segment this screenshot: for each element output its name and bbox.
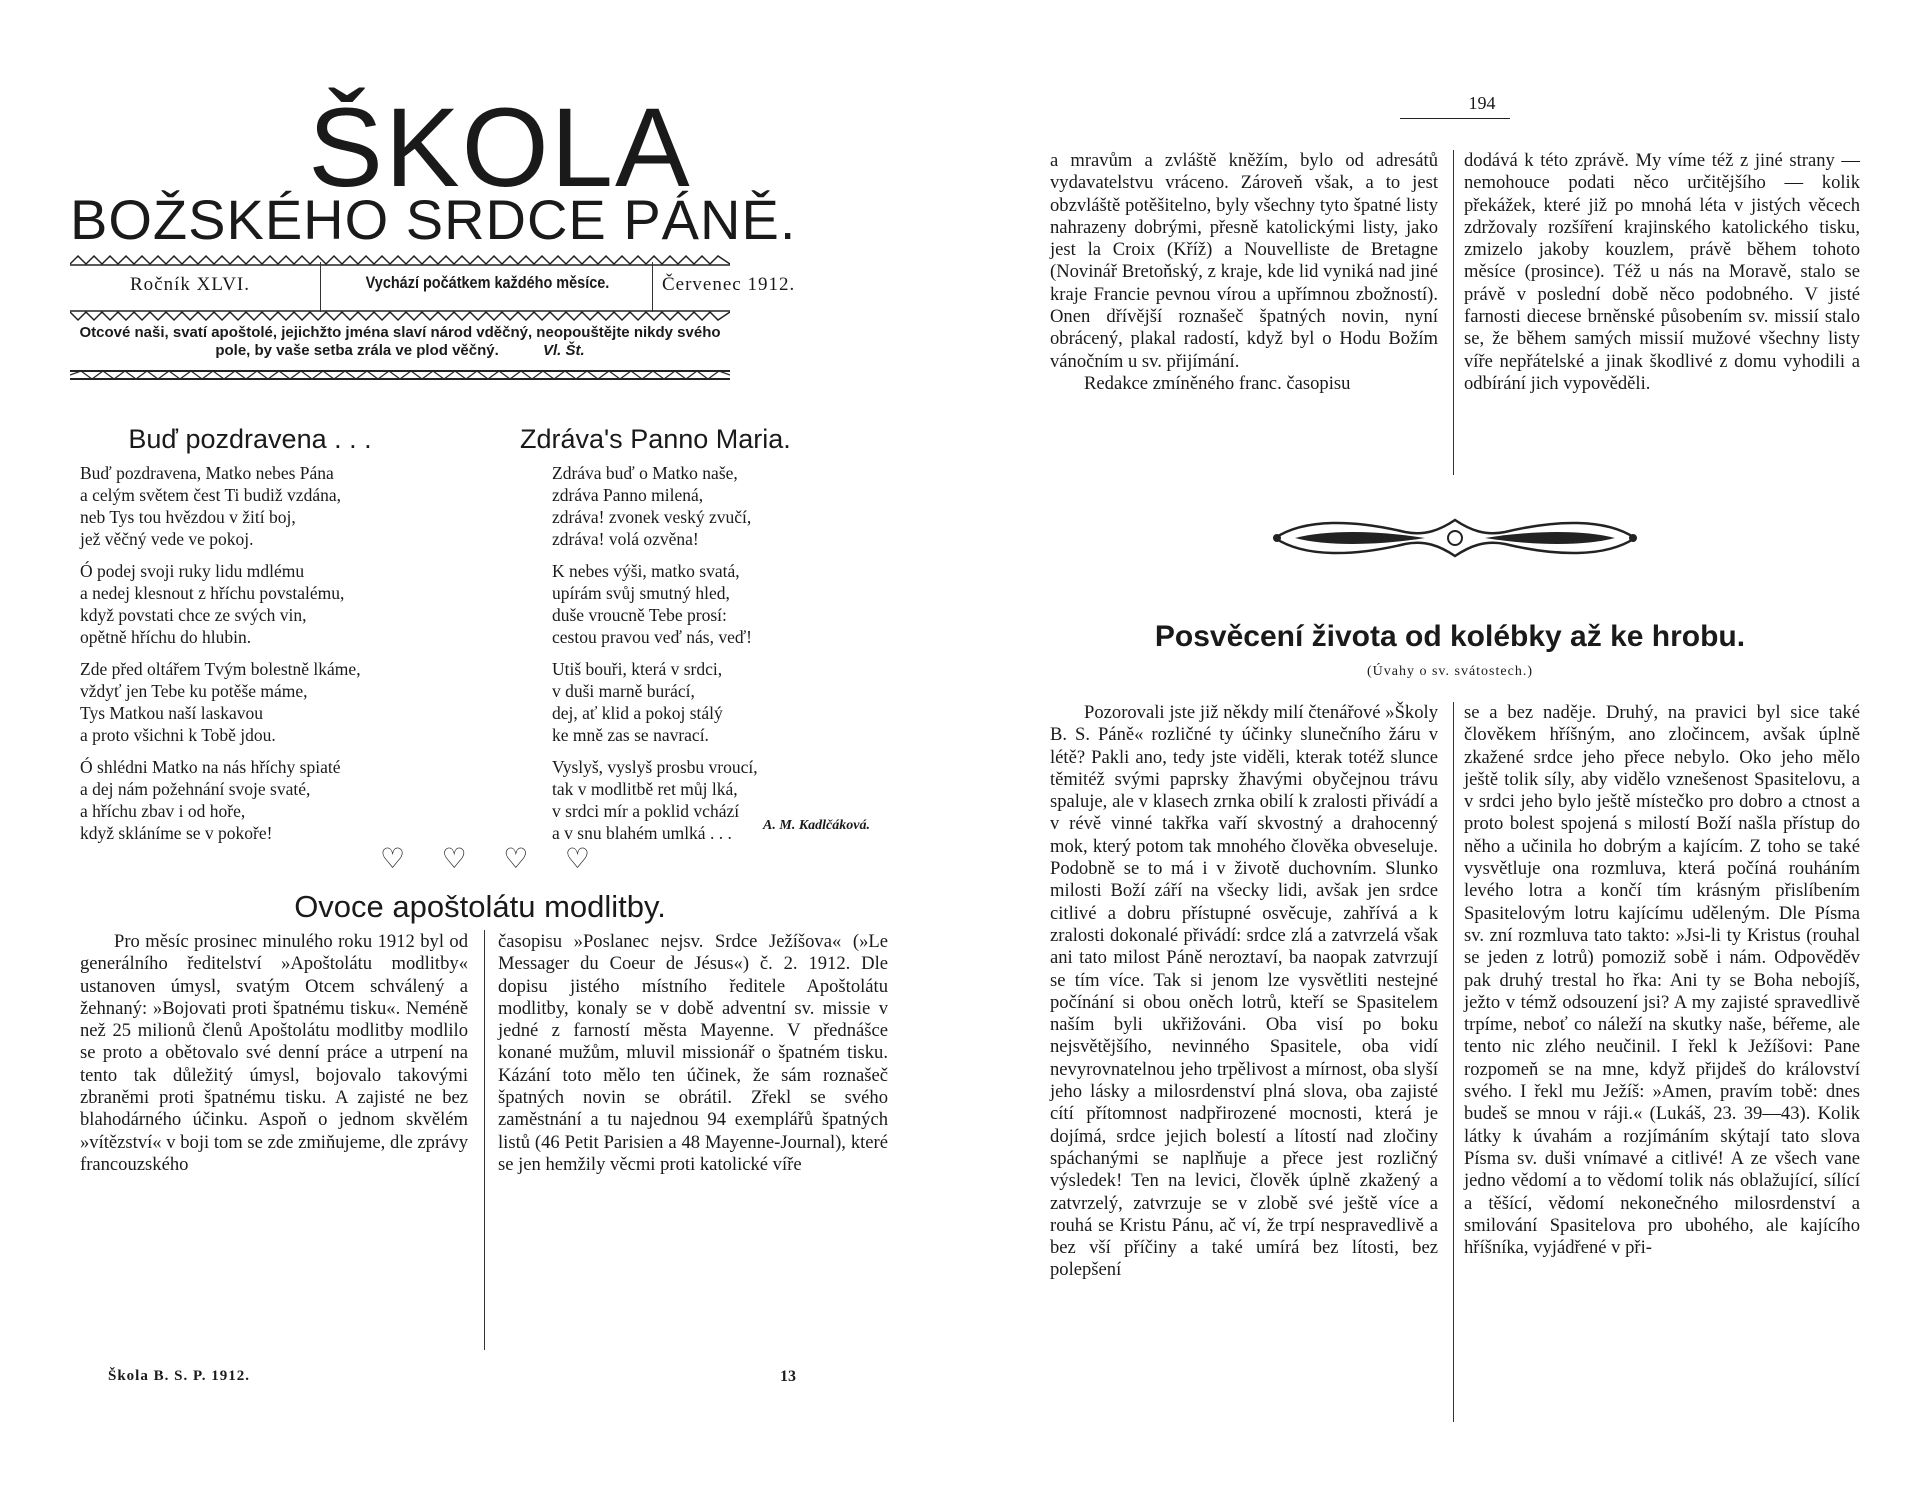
poem-line: a proto všichni k Tobě jdou. [80, 725, 276, 745]
heart-ornament-icon: ♡ [380, 842, 406, 875]
volume-label: Ročník XLVI. [129, 274, 251, 295]
frequency-label: Vychází počátkem každého měsíce. [365, 273, 610, 292]
masthead-ornament-top [70, 252, 730, 268]
poem2-title: Zdráva's Panno Maria. [520, 424, 791, 454]
poem2-author: A. M. Kadlčáková. [763, 818, 870, 833]
article1-col2 [498, 931, 888, 1176]
stanza [552, 462, 882, 550]
issue-date-label: Červenec 1912. [662, 274, 796, 295]
poem1-title: Buď pozdravena . . . [128, 424, 372, 454]
stanza [552, 560, 882, 648]
right-top-col1 [1050, 150, 1438, 395]
poem-line: cestou pravou veď nás, veď! [552, 627, 752, 647]
poem-line: Zde před oltářem Tvým bolestně lkáme, [80, 659, 361, 679]
poem-line: zdráva! zvonek veský zvučí, [552, 507, 752, 527]
poem-line: neb Tys tou hvězdou v žití boj, [80, 507, 296, 527]
poem-line: když skláníme se v pokoře! [80, 823, 273, 843]
stanza [80, 658, 410, 746]
article2-col1-text: Pozorovali jste již někdy milí čtenářové »Školy B. S. Páně« rozličné ty účinky slunečního žáru v létě? Pakli ano, tedy jste viděli, kterak totéž slunce těmitéž svými paprsky žhavými obyčejnou trávu spaluje, ale v klasech zrnka obilí k zralosti přivádí a v révě vinné takřka vaří skvostný a drahocenný mok, který potom tak mnohého člověka obveseluje. Podobně se to má i v životě duchovním. Slunko milosti Boží září na všecky lidi, avšak jen srdce citlivé a dobru přístupné osvěcuje, zahřívá a k zralosti dokonalé přivádí: srdce zlá a zatvrzelá však ani tato milost Páně neroztaví, ba naopak zatvrzují se tím více. Tak si jenom lze vysvětliti nestejné počínání si obou oněch lotrů, kteří se Spasitelem naším byli ukřižováni. Oba visí po boku nejsvětějšího, nevinného Spasitele, oba vidí nevyrovnatelnou jeho trpělivost a mírnost, oba slyší jeho lásky a milosrdenství plná slova, oba zajisté cítí přítomnost nadpřirozené mocnosti, která je dojímá, srdce jejich bolestí a lítostí nad zločiny spáchanými se naplňuje a přece jest rozličný výsledek! Ten na levici, člověk úplně zkažený a zatvrzelý, zatvrzuje se v zlobě své ještě více a rouhá se Kristu Pánu, ač ví, že trpí nespravedlivě a bez vší příčiny a také umírá bez lítosti, bez polepšení [1050, 702, 1438, 1281]
stanza [80, 462, 410, 550]
stanza [80, 756, 410, 844]
article1-col1-text: Pro měsíc prosinec minulého roku 1912 byl od generálního ředitelství »Apoštolátu modlitby« ustanoven úmysl, svatým Otcem schválený a žehnaný: »Bojovati proti špatnému tisku«. Neméně než 25 milionů členů Apoštolátu modlitby modlilo se proto a obětovalo své denní práce a utrpení na tento tak důležitý úmysl, bojovalo takovými zbraněmi proti špatnému tisku. A zajisté ne bez blahodárného účinku. Aspoň o jednom skvělém »vítězství« v boji tom se zde zmiňujeme, dle zprávy francouzského [80, 931, 468, 1175]
article1-title: Ovoce apoštolátu modlitby. [294, 889, 666, 924]
poem-line: a dej nám požehnání svoje svaté, [80, 779, 311, 799]
article2-col2-text: se a bez naděje. Druhý, na pravici byl sice také člověkem hříšným, ano zločincem, avšak úplně zkažené srdce jeho přece nebylo. Oko jeho mělo ještě tolik síly, aby vidělo vznešenost Spasitelovu, a v srdci jeho bylo ještě místečko pro dobro a ctnost a proto bolest spojená s milostí Boží našla přístup do něho a učinila ho dobrým a kajícím. Z toho se také vysvětluje ona rozmluva, která počíná rouháním levého lotra a končí tím krásným přislíbením Spasitelovým lotru kajícímu uděleným. Dle Písma sv. zní rozmluva tato takto: »Jsi-li ty Kristus (rouhal se jeden z lotrů) pomoziž sobě i nám. Odpověděv pak druhý trestal ho řka: Ani ty se Boha nebojíš, ježto v témž odsouzení jsi? A my zajisté spravedlivě trpíme, neboť co náleží na skutky naše, béřeme, ale tento nic zlého neučinil. I řekl k Ježíšovi: Pane rozpomeň se na mne, když přijdeš do království svého. I řekl mu Ježíš: »Amen, pravím tobě: dnes budeš se mnou v ráji.« (Lukáš, 23. 39—43). Kolik látky k úvahám a rozjímáním skýtají tato slova Písma sv. duši vnímavé a citlivé! A ze všech vane jedno vědomí a to vědomí tolik nás oblažující, sílící a těšící, vědomí nekonečného milosrdenství a smilování Spasitelova pro ubohého, ale kajícího hříšníka, vyjádřené v při- [1464, 702, 1860, 1259]
poem-line: upírám svůj smutný hled, [552, 583, 730, 603]
poem-line: Tys Matkou naší laskavou [80, 703, 263, 723]
motto-author: Vl. Št. [542, 342, 585, 359]
motto-ornament-rule [70, 366, 730, 384]
article2-col2 [1464, 702, 1860, 1259]
heart-ornament-icon: ♡ [564, 842, 590, 875]
poem-line: vždyť jen Tebe ku potěše máme, [80, 681, 308, 701]
poem-line: Ó podej svoji ruky lidu mdlému [80, 561, 305, 581]
motto-text [70, 324, 730, 360]
poem-line: Zdráva buď o Matko naše, [552, 463, 738, 483]
poem-line: jež věčný vede ve pokoj. [80, 529, 254, 549]
masthead-title: ŠKOLA [308, 85, 692, 210]
poem-line: ke mně zas se navrací. [552, 725, 709, 745]
poem-line: dej, ať klid a pokoj stálý [552, 703, 723, 723]
masthead-subtitle: BOŽSKÉHO SRDCE PÁNĚ. [70, 188, 797, 251]
poem-line: Vyslyš, vyslyš prosbu vroucí, [552, 757, 758, 777]
right-top-col2-text: dodává k této zprávě. My víme též z jiné strany — nemohouce podati něco určitějšího — kolik překážek, které již po mnohá léta v jistých věcech zdržovaly rozšíření krajinského katolického tisku, zmizelo jakoby kouzlem, právě během tohoto měsíce (prosince). Též u nás na Moravě, stalo se právě v poslední době něco podobného. V jisté farnosti diecese brněnské působením sv. missií stalo se, že během samých missií mužové všechny listy víře nepřátelské a jinak škodlivé z domu vyhodili a odbírání jich vypověděli. [1464, 150, 1860, 394]
poem1-body [80, 462, 410, 854]
poem-line: v duši marně burácí, [552, 681, 695, 701]
poem-line: Buď pozdravena, Matko nebes Pána [80, 463, 334, 483]
heart-ornament-icon: ♡ [441, 842, 467, 875]
poem-line: a celým světem čest Ti budiž vzdána, [80, 485, 341, 505]
poem-line: zdráva Panno milená, [552, 485, 704, 505]
article2-subtitle: (Úvahy o sv. svátostech.) [1366, 664, 1533, 679]
right-top-col1-text: a mravům a zvláště kněžím, bylo od adresátů vydavatelstvu vráceno. Zároveň však, a to jest obzvláště potěšitelno, byly všechny tyto špatné listy nahrazeny dobrými, přesně katolickými listy, jako jest la Croix (Kříž) a Nouvelliste de Bretagne (Novinář Bretoňský, z kraje, kde lid vyniká nad jiné kraje Francie pevnou vírou a upřímnou zbožností). Onen dřívější roznašeč špatných novin, nyní obrácený, plakal radostí, když byl o Hodu Božím vánočním u sv. přijímání. [1050, 150, 1438, 372]
article2-title: Posvěcení života od kolébky až ke hrobu. [1154, 620, 1746, 653]
poem-line: když povstati chce ze svých vin, [80, 605, 307, 625]
scroll-ornament [1265, 508, 1645, 568]
footer-left: Škola B. S. P. 1912. [108, 1368, 250, 1384]
poem-line: K nebes výši, matko svatá, [552, 561, 740, 581]
right-top-col2 [1464, 150, 1860, 395]
article1-col2-text: časopisu »Poslanec nejsv. Srdce Ježíšova« (»Le Messager du Coeur de Jésus«) č. 2. 1912. Dle dopisu jistého místního ředitele Apoštolátu modlitby, konaly se v době adventní sv. missie v jedné z farností města Mayenne. V přednášce konané mužům, mluvil missionář o špatném tisku. Kázání toto mělo ten účinek, že sám roznašeč špatných novin se obrátil. Zřekl se svého zaměstnání a tu najednou 94 exemplářů špatných listů (46 Petit Parisien a 48 Mayenne-Journal), které se jen hemžily věcmi proti katolické víře [498, 931, 888, 1175]
poem-line: Ó shlédni Matko na nás hříchy spiaté [80, 757, 341, 777]
poem-line: a hříchu zbav i od hoře, [80, 801, 246, 821]
poem-line: duše vroucně Tebe prosí: [552, 605, 727, 625]
page-number-left: 13 [780, 1368, 796, 1385]
poem-line: opětně hříchu do hlubin. [80, 627, 252, 647]
article1-col1 [80, 931, 468, 1176]
stanza [552, 658, 882, 746]
right-top-col1-last: Redakce zmíněného franc. časopisu [1084, 372, 1351, 394]
poem-line: a v snu blahém umlká . . . [552, 823, 732, 843]
poem2-body [552, 462, 882, 854]
poem-line: Utiš bouři, která v srdci, [552, 659, 723, 679]
motto: Otcové naši, svatí apoštolé, jejichžto jména slaví národ vděčný, neopouštějte nikdy svého pole, by vaše setba zrála ve plod věčný. [79, 324, 721, 359]
section-divider [380, 842, 590, 875]
masthead-ornament-bottom [70, 308, 730, 324]
poem-line: tak v modlitbě ret můj lká, [552, 779, 738, 799]
poem-line: v srdci mír a poklid vchází [552, 801, 740, 821]
stanza [80, 560, 410, 648]
heart-ornament-icon: ♡ [503, 842, 529, 875]
poem-line: a nedej klesnout z hříchu povstalému, [80, 583, 345, 603]
page-number-right: 194 [1468, 93, 1496, 113]
article2-col1 [1050, 702, 1438, 1282]
poem-line: zdráva! volá ozvěna! [552, 529, 699, 549]
